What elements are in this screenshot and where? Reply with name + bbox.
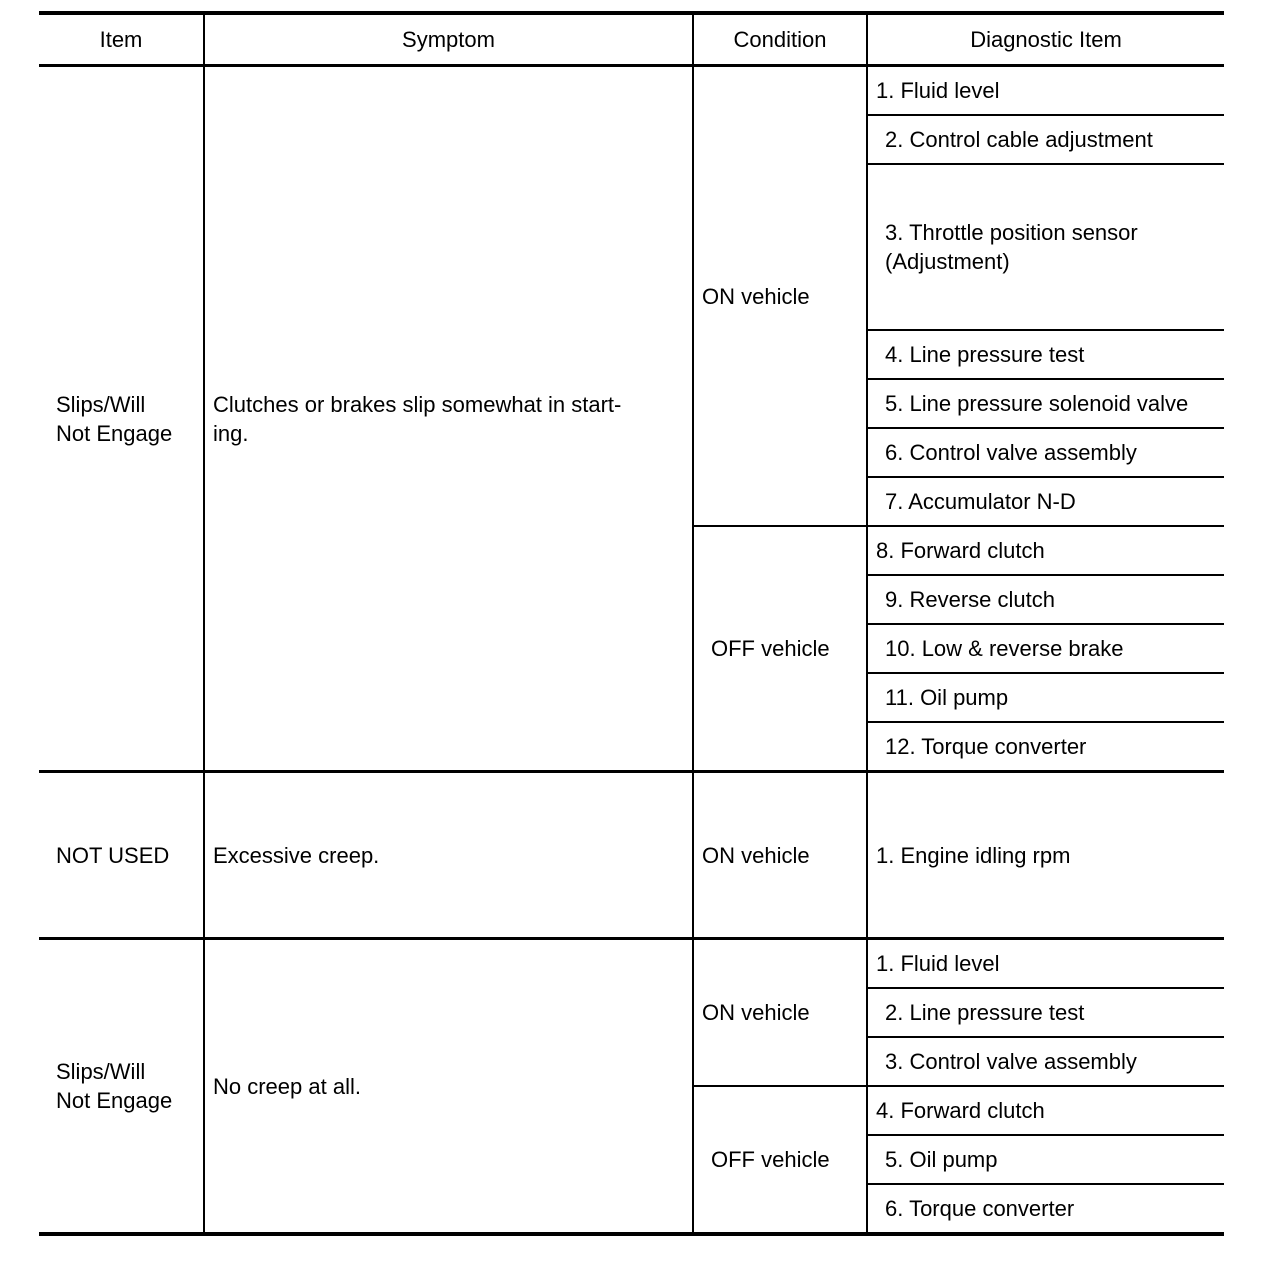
diagnostic-item: 12. Torque converter xyxy=(867,722,1224,772)
condition-cell: ON vehicle xyxy=(693,772,867,939)
condition-cell: ON vehicle xyxy=(693,66,867,527)
symptom-cell xyxy=(204,66,693,772)
diagnostic-item: 11. Oil pump xyxy=(867,673,1224,722)
header-item: Item xyxy=(39,13,204,66)
table-row xyxy=(39,772,1224,939)
diagnosis-table xyxy=(39,11,1224,1236)
condition-cell: ON vehicle xyxy=(693,939,867,1087)
item-text-line: Slips/Will xyxy=(56,391,146,417)
item-cell: NOT USED xyxy=(39,772,204,939)
diagnostic-item: 3. Control valve assembly xyxy=(867,1037,1224,1086)
diagnostic-item: 1. Fluid level xyxy=(867,66,1224,116)
header-symptom: Symptom xyxy=(204,13,693,66)
diagnostic-item: 7. Accumulator N-D xyxy=(867,477,1224,526)
diagnostic-item: 1. Fluid level xyxy=(867,939,1224,989)
symptom-cell: No creep at all. xyxy=(204,939,693,1235)
diagnostic-item-line: (Adjustment) xyxy=(885,249,1010,274)
item-text-line: Slips/Will xyxy=(56,1059,146,1084)
diagnostic-item: 5. Oil pump xyxy=(867,1135,1224,1184)
item-text-line: Not Engage xyxy=(56,1088,173,1113)
diagnostic-item: 4. Line pressure test xyxy=(867,330,1224,379)
diagnostic-item: 6. Control valve assembly xyxy=(867,428,1224,477)
table-row xyxy=(39,939,1224,989)
diagnostic-item xyxy=(867,164,1224,330)
header-row xyxy=(39,13,1224,66)
diagnostic-item: 5. Line pressure solenoid valve xyxy=(867,379,1224,428)
diagnostic-item: 10. Low & reverse brake xyxy=(867,624,1224,673)
item-cell xyxy=(39,66,204,772)
diagnostic-item: 6. Torque converter xyxy=(867,1184,1224,1234)
diagnostic-item: 8. Forward clutch xyxy=(867,526,1224,575)
diagnostic-item-line: 3. Throttle position sensor xyxy=(885,220,1138,245)
diagnostic-item: 2. Line pressure test xyxy=(867,988,1224,1037)
diagnostic-item: 1. Engine idling rpm xyxy=(867,772,1224,939)
condition-cell: OFF vehicle xyxy=(693,526,867,772)
diagnostic-item: 4. Forward clutch xyxy=(867,1086,1224,1135)
header-diagnostic-item: Diagnostic Item xyxy=(867,13,1224,66)
condition-cell: OFF vehicle xyxy=(693,1086,867,1234)
item-text-line: Not Engage xyxy=(56,420,173,446)
table-row xyxy=(39,66,1224,116)
diagnostic-item: 9. Reverse clutch xyxy=(867,575,1224,624)
symptom-cell: Excessive creep. xyxy=(204,772,693,939)
header-condition: Condition xyxy=(693,13,867,66)
diagnostic-item: 2. Control cable adjustment xyxy=(867,115,1224,164)
symptom-text-line: Clutches or brakes slip somewhat in start- xyxy=(213,391,622,417)
item-cell xyxy=(39,939,204,1235)
symptom-text-line: ing. xyxy=(213,420,249,446)
